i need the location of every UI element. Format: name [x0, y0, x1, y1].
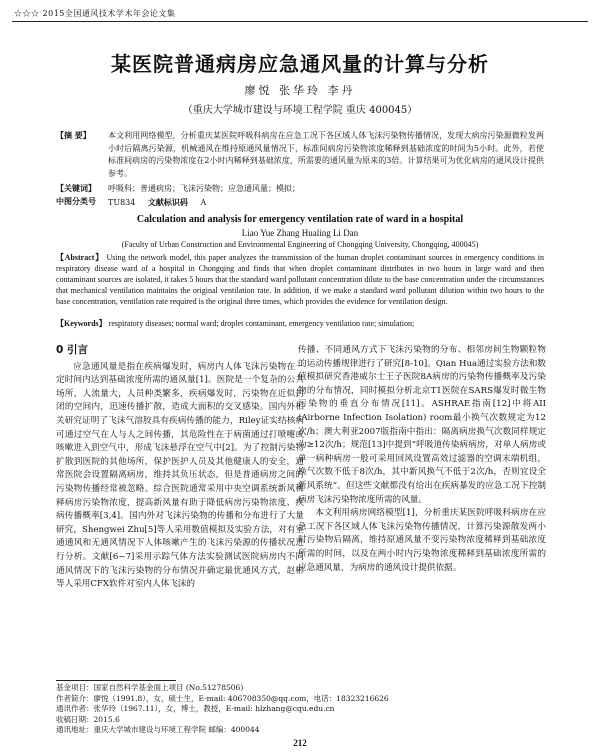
- clc-values: [108, 196, 544, 210]
- footnote-received: 收稿日期：2015.6: [56, 714, 120, 724]
- title-cn: 某医院普通病房应急通风量的计算与分析: [111, 52, 489, 76]
- abstract-cn-label: 【摘 要】: [56, 131, 91, 140]
- abstract-cn: [56, 130, 544, 180]
- keywords-cn-text: 呼吸科；普通病房；飞沫污染物；应急通风量；模拟；: [108, 184, 300, 193]
- footnote-author: 作者简介：廖悦（1991.8），女，硕士生，E-mail: 406708350@qq.com，电话：18323216626: [56, 693, 389, 703]
- body-paragraph: 应急通风量是指在疾病爆发时，病房内人体飞沫污染物在一定时间内达到基础浓度所需的通风量[1]。医院是一个复杂的公共场所，人流量大，人员种类繁多，疾病爆发时，污染物在近似封闭的空间内，迅速传播扩散，造成大面积的交叉感染。国内外相关研究证明了飞沫气溶胶具有疾病传播的能力，Riley证实结核病可通过空气在人与人之间传播，其危险性在于病菌通过打喷嚏或咳嗽进入到空气中，形成飞沫悬浮在空气中[2]。为了控制污染物扩散到医院的其他场所，保护医护人员及其他健康人的安全，通常医院会设置隔离病房，维持其负压状态，但是普通病房之间的污染物传播经常被忽略。综合医院通常采用中央空调系统新风稀释病房污染物浓度，提高新风量有助于降低病房污染物浓度、疾病传播概率[3,4]。国内外对飞沫污染物的传播和分布进行了大量研究，Shengwei Zhu[5]等人采用数值模拟及实验方法，对有室通通风和无通风情况下人体咳嗽产生的飞沫污染源的传播状况进行分析。文献[6~7]采用示踪气体方法实验测试医院病房内不同通风情况下的飞沫污染物的分布情况并确定最优通风方式，赵彬等人采用CFX软件对室内人体飞沫的: [56, 361, 304, 590]
- authors-cn: 廖悦 张华玲 李丹: [244, 84, 356, 97]
- right-column: [298, 344, 546, 575]
- abstract-cn-text: 本文利用网络模型，分析重庆某医院呼吸科病房在应急工况下各区域人体飞沫污染物传播情况，发现大病房污染源微粒发两小时后隔离污染源，机械通风在维持原通风量情况下，标准间病房污染物浓度稀释到基础浓度的时间为5小时。此外，若使标准间病房的污染物浓度在2小时内稀释到基础浓度，所需要的通风量为原来的3倍。计算结果可为优化病房的通风设计提供参考。: [108, 131, 544, 178]
- doc-label: 文献标识码: [147, 197, 188, 207]
- section-heading: 0 引言: [56, 344, 88, 356]
- body-paragraph: 本文利用病房网络模型[1]，分析重庆某医院呼吸科病房在应急工况下各区域人体飞沫污染物传播情况，计算污染源散发两小时污染物后隔离，维持原通风量不变污染物浓度稀释到基础浓度所需的时间，以及在两小时内污染物浓度稀释到基础浓度所需的应急通风量，为病房的通风设计提供依据。: [298, 508, 546, 573]
- affiliation-en: (Faculty of Urban Construction and Environmental Engineering of Chongqing University, Chongqing, 400045): [121, 240, 479, 249]
- keywords-en: [56, 318, 544, 329]
- footnote-corresponding: 通讯作者：张华玲（1967.11），女，博士，教授，E-mail: hlzhang@cqu.edu.cn: [56, 704, 335, 713]
- clc-label: 中图分类号: [56, 197, 96, 206]
- body-paragraph: 传播、不同通风方式下飞沫污染物的分布、相邻房间生物颗粒物的运动传播规律进行了研究[8-10]。Qian Hua通过实验方法和数值模拟研究香港威尔士王子医院8A病房的污染物传播概率及污染物的分布情况，同时模拟分析北京T1医院在SARS爆发时微生物污染物的垂直分布情况[11]。ASHRAE指南[12]中将AII (Airborne Infection Isolation) room最小换气次数规定为12次/h；澳大利亚2007版指南中指出：隔离病房换气次数同样规定为≥12次/h；规范[13]中提到“呼吸道传染病病房，对单人病房或单一病种病房一般可采用回风设置高效过滤器的空调末端机组，换气次数不低于8次/h，其中新风换气不低于2次/h，否则宜设全新风系统”。但这些文献都没有给出在疾病暴发的应急工况下控制病房飞沫污染物浓度所需的风量。: [298, 345, 546, 505]
- classification: [56, 196, 544, 210]
- footnote-funding: 基金项目：国家自然科学基金面上项目 (No.51278506): [56, 683, 244, 692]
- left-column: [56, 344, 304, 592]
- abstract-en: [56, 252, 544, 307]
- keywords-en-label: 【Keywords】: [56, 319, 107, 328]
- header-rule: [12, 21, 588, 22]
- authors-en: Liao Yue Zhang Hualing Li Dan: [241, 228, 359, 238]
- keywords-en-text: respiratory diseases; normal ward; droplet contaminant, emergency ventilation rate; simulation;: [108, 319, 415, 328]
- title-en: Calculation and analysis for emergency ventilation rate of ward in a hospital: [136, 214, 464, 225]
- affiliation-cn: （重庆大学城市建设与环境工程学院 重庆 400045）: [182, 105, 418, 116]
- clc-code: TU834: [108, 198, 136, 207]
- doc-code: A: [200, 198, 207, 207]
- footnotes: [56, 683, 544, 736]
- footnote-rule: [56, 680, 176, 681]
- footnote-address: 通讯地址：重庆大学城市建设与环境工程学院 邮编：400044: [56, 725, 260, 734]
- abstract-en-label: 【Abstract】: [56, 253, 104, 262]
- page-number: 212: [293, 738, 307, 748]
- keywords-cn-label: 【关键词】: [56, 184, 96, 193]
- abstract-en-text: Using the network model, this paper analyzes the transmission of the human droplet contaminant sources in emergency conditions in respiratory disease ward of a hospital in Chongqing and finds that when droplet contaminant distributes in two hours in large ward and then contaminant sources are isolated, it takes 5 hours that the standard ward pollutant concentration dilute to the base concentration under the circumstances that mechanical ventilation maintains the original ventilation rate. In addition, if we make a standard ward pollutant dilution within two hours to the base concentration, ventilation rate required is the original three times, which provides the evidence for ventilation design.: [56, 253, 545, 306]
- keywords-cn: [56, 183, 544, 196]
- running-header: ☆☆☆ 2015全国通风技术学术年会论文集: [14, 9, 176, 18]
